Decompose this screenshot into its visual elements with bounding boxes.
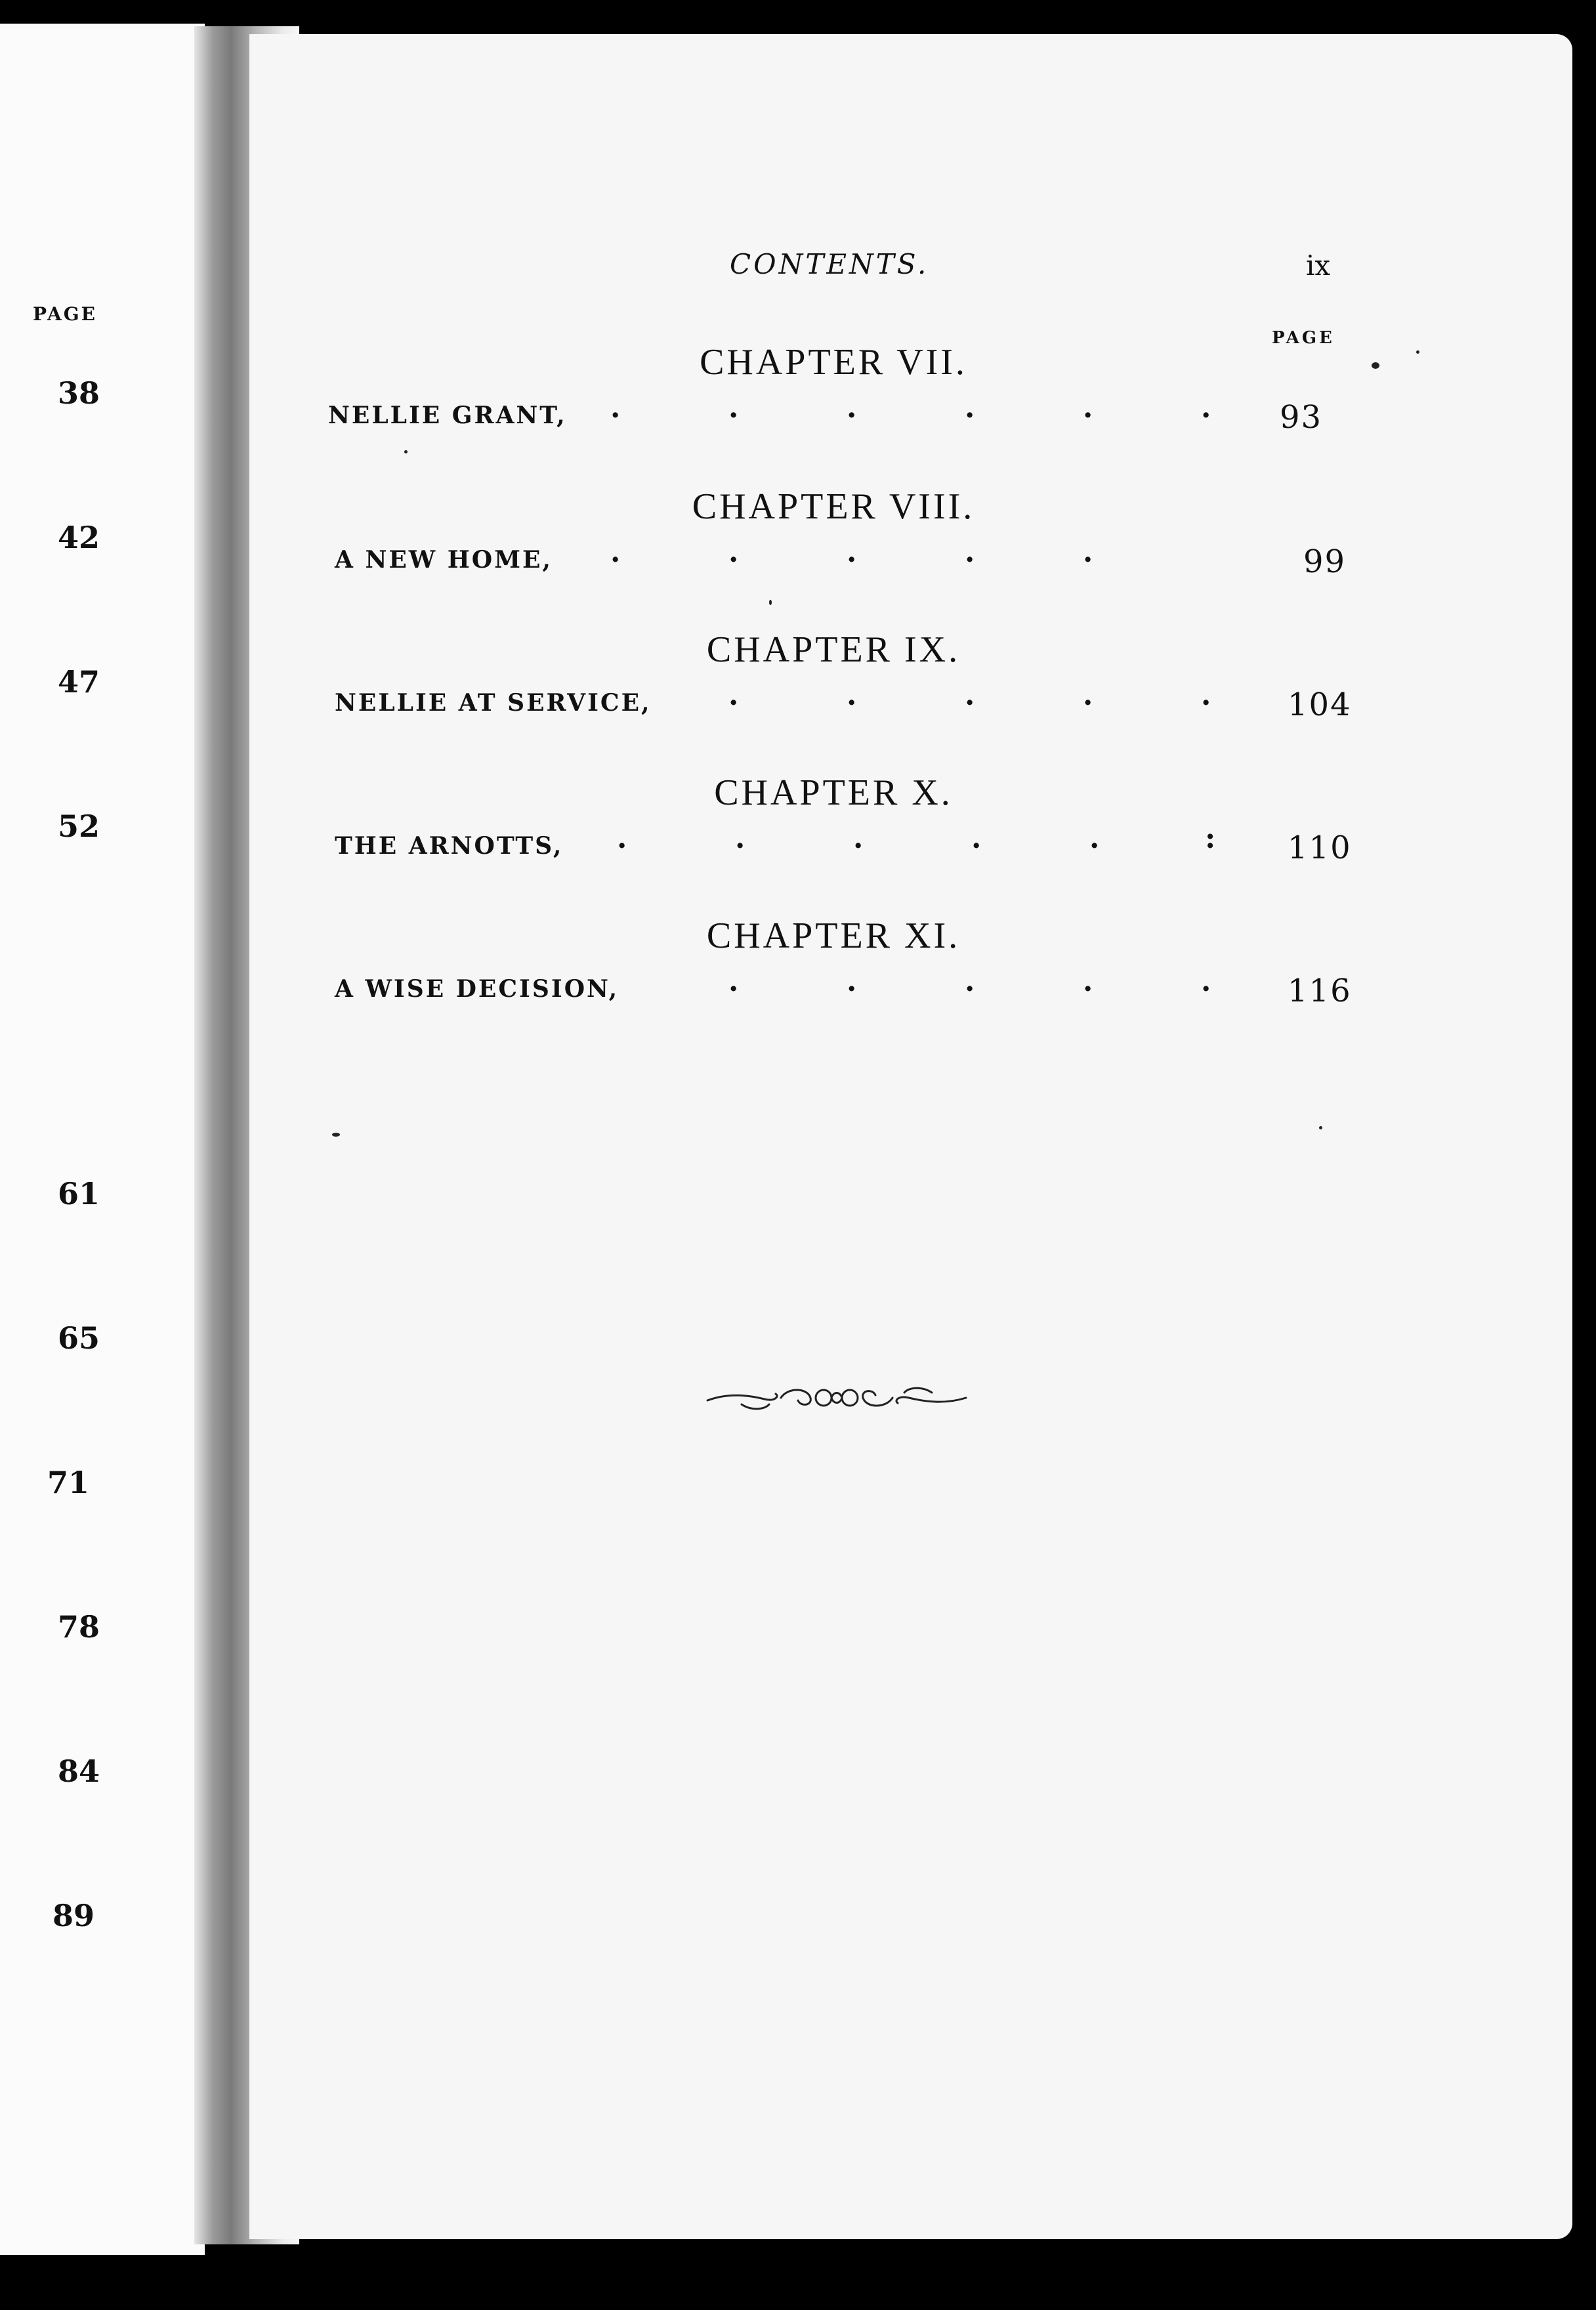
left-page-number: 84 [58,1754,100,1789]
dot-leader: . [847,679,857,712]
scan-speck [1319,1126,1322,1129]
toc-entry-page: 110 [1288,830,1352,866]
toc-entry-title: A WISE DECISION, [335,975,620,1003]
running-head: CONTENTS. [730,248,929,280]
dot-leader: . [728,679,739,712]
dot-leader: . [853,822,864,855]
dot-leader: . [847,536,857,569]
chapter-heading: CHAPTER IX. [706,629,961,670]
toc-entry-page: 99 [1303,543,1347,580]
dot-leader: . [1083,391,1093,425]
dot-leader: : [1205,822,1216,855]
dot-leader: . [1083,965,1093,998]
chapter-heading: CHAPTER VII. [700,342,967,383]
left-page-number: 52 [58,808,100,844]
dot-leader: . [965,679,975,712]
chapter-heading: CHAPTER XI. [706,915,961,956]
dot-leader: . [1089,822,1100,855]
dot-leader: . [965,391,975,425]
left-page-number: 71 [47,1465,90,1500]
scan-speck [769,600,772,605]
left-page-number: 38 [58,375,100,411]
left-page-number: 47 [58,664,100,700]
dot-leader: . [728,965,739,998]
left-page-number: 65 [58,1320,100,1356]
toc-entry-title: A NEW HOME, [335,546,553,574]
chapter-heading: CHAPTER VIII. [692,486,975,527]
scan-speck [1372,362,1379,369]
dot-leader: . [1083,679,1093,712]
dot-leader: . [847,965,857,998]
dot-leader: . [1083,536,1093,569]
toc-entry-title: THE ARNOTTS, [335,832,564,860]
scan-speck [332,1133,340,1137]
chapter-heading: CHAPTER X. [714,772,953,813]
dot-leader: . [610,391,621,425]
scan-speck [404,450,408,453]
dot-leader: . [617,822,627,855]
dot-leader: . [847,391,857,425]
dot-leader: . [610,536,621,569]
left-page-number: 89 [52,1898,95,1933]
decorative-flourish-ornament [702,1378,971,1418]
toc-entry-page: 116 [1288,973,1352,1009]
toc-entry-page: 104 [1288,686,1352,723]
left-page-number: 78 [58,1609,100,1645]
dot-leader: . [1201,965,1211,998]
page-numeral: ix [1306,249,1331,282]
toc-entry-title: NELLIE AT SERVICE, [335,689,652,717]
left-page-column-label: PAGE [33,303,97,325]
left-page-number: 42 [58,520,100,555]
dot-leader: . [735,822,746,855]
dot-leader: . [971,822,982,855]
scan-speck [1416,350,1419,354]
dot-leader: . [728,391,739,425]
dot-leader: . [1201,391,1211,425]
left-page-number: 61 [58,1176,100,1211]
toc-entry-title: NELLIE GRANT, [328,402,567,429]
dot-leader: . [965,965,975,998]
toc-entry-page: 93 [1280,399,1323,436]
page-column-label: PAGE [1272,328,1335,348]
dot-leader: . [965,536,975,569]
dot-leader: . [728,536,739,569]
dot-leader: . [1201,679,1211,712]
